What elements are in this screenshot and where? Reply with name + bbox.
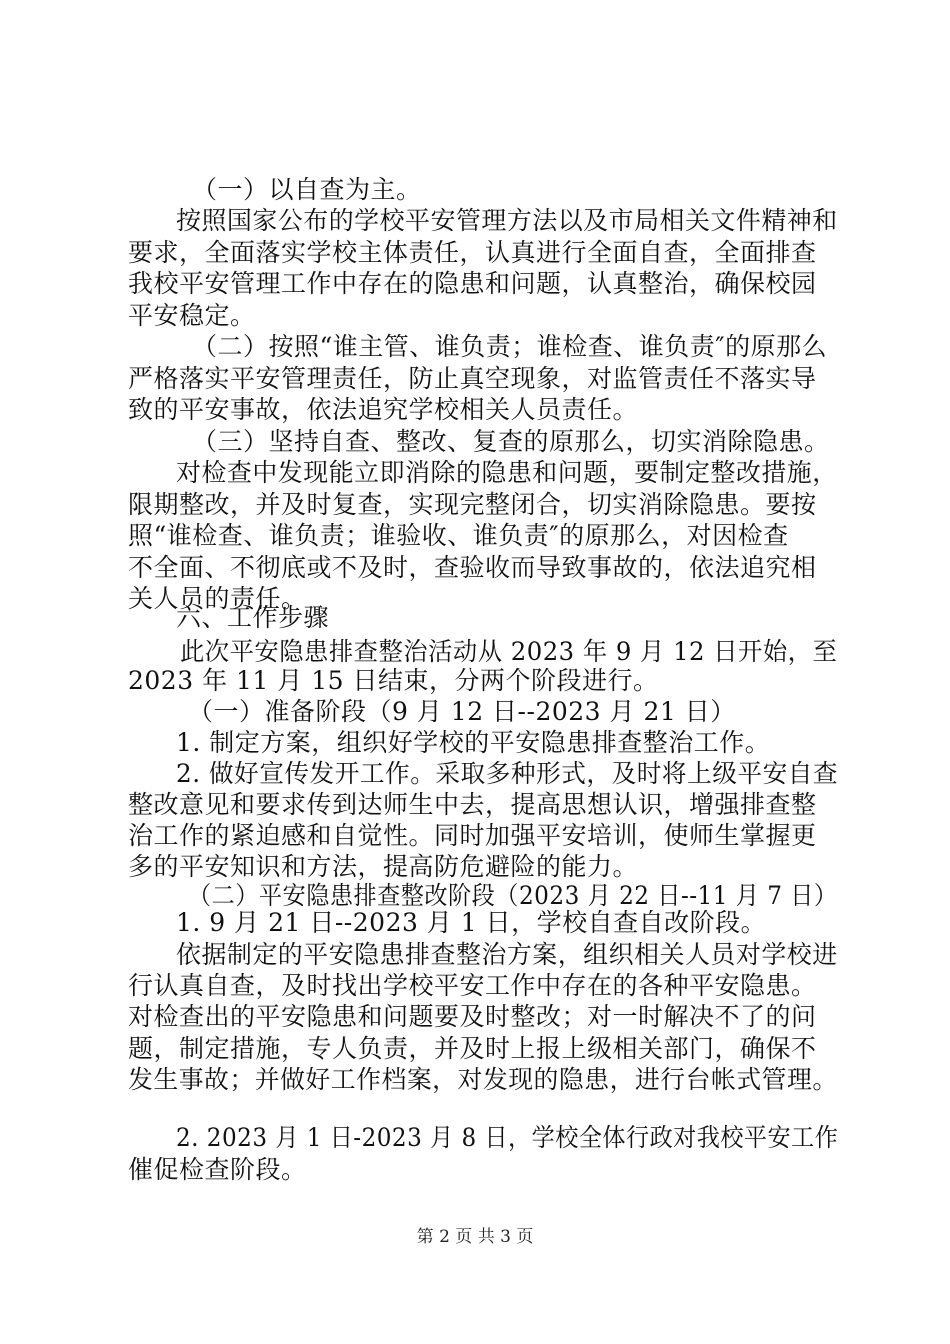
list-item: 2. 2023 月 1 日-2023 月 8 日，学校全体行政对我校平安工作 (176, 1123, 839, 1152)
paragraph-line: 行认真自查，及时找出学校平安工作中存在的各种平安隐患。 (128, 971, 817, 1000)
paragraph-line: 关人员的责任。 (128, 584, 307, 613)
heading-responsibility: （二）按照“谁主管、谁负责；谁检查、谁负责″的原那么 (192, 332, 828, 361)
paragraph-line: 多的平安知识和方法，提高防危避险的能力。 (128, 852, 639, 881)
section-heading-work-steps: 六、工作步骤 (176, 603, 330, 632)
paragraph-line: 我校平安管理工作中存在的隐患和问题，认真整治，确保校园 (128, 269, 817, 298)
heading-preparation-phase: （一）准备阶段（9 月 12 日--2023 月 21 日） (188, 697, 736, 726)
paragraph-line: 整改意见和要求传到达师生中去，提高思想认识，增强排查整 (128, 790, 817, 819)
paragraph-line: 2023 年 11 月 15 日结束，分两个阶段进行。 (128, 666, 659, 695)
paragraph-line: 平安稳定。 (128, 301, 256, 330)
paragraph-line: 致的平安事故，依法追究学校相关人员责任。 (128, 395, 639, 424)
paragraph-line: 照“谁检查、谁负责；谁验收、谁负责″的原那么，对因检查 (128, 521, 789, 550)
paragraph-line: 严格落实平安管理责任，防止真空现象，对监管责任不落实导 (128, 364, 817, 393)
paragraph-line: 不全面、不彻底或不及时，查验收而导致事故的，依法追究相 (128, 553, 817, 582)
paragraph-line: 题，制定措施，专人负责，并及时上报上级相关部门，确保不 (128, 1034, 817, 1063)
list-item: 1. 9 月 21 日--2023 月 1 日，学校自查自改阶段。 (176, 908, 767, 937)
paragraph-line: 对检查出的平安隐患和问题要及时整改；对一时解决不了的问 (128, 1002, 817, 1031)
paragraph-line: 催促检查阶段。 (128, 1155, 307, 1184)
heading-recheck: （三）坚持自查、整改、复查的原那么，切实消除隐患。 (192, 427, 830, 456)
paragraph-line: 按照国家公布的学校平安管理方法以及市局相关文件精神和 (176, 206, 838, 235)
paragraph-line: 此次平安隐患排查整治活动从 2023 年 9 月 12 日开始，至 (180, 637, 838, 666)
paragraph-line: 治工作的紧迫感和自觉性。同时加强平安培训，使师生掌握更 (128, 821, 817, 850)
paragraph-line: 对检查中发现能立即消除的隐患和问题，要制定整改措施， (176, 458, 838, 487)
list-item: 2. 做好宣传发开工作。采取多种形式，及时将上级平安自查 (176, 759, 839, 788)
paragraph-line: 发生事故；并做好工作档案，对发现的隐患，进行台帐式管理。 (128, 1065, 838, 1094)
page-number-footer: 第 2 页 共 3 页 (416, 1227, 534, 1247)
paragraph-line: 依据制定的平安隐患排查整治方案，组织相关人员对学校进 (176, 940, 838, 969)
list-item: 1. 制定方案，组织好学校的平安隐患排查整治工作。 (176, 728, 771, 757)
heading-rectification-phase: （二）平安隐患排查整改阶段（2023 月 22 日--11 月 7 日） (188, 881, 838, 910)
paragraph-line: 要求，全面落实学校主体责任，认真进行全面自查，全面排查 (128, 238, 817, 267)
paragraph-line: 限期整改，并及时复查，实现完整闭合，切实消除隐患。要按 (128, 490, 817, 519)
heading-self-inspection: （一）以自查为主。 (192, 175, 422, 204)
